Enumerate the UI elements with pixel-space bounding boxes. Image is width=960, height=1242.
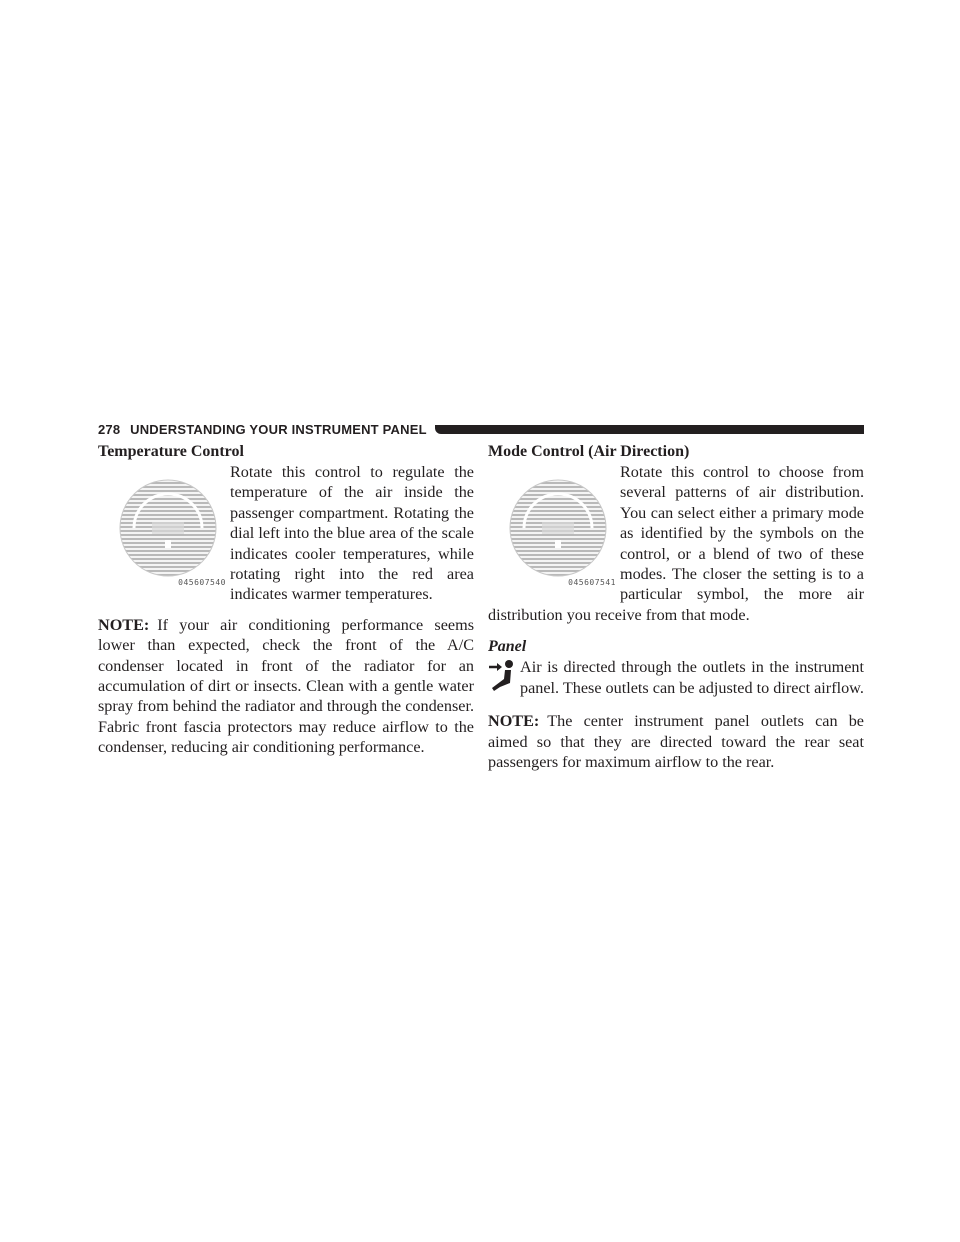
temperature-dial-icon xyxy=(112,462,224,580)
mode-control-section xyxy=(488,442,864,772)
temperature-note xyxy=(98,615,474,758)
note-text: If your air conditioning performance seems lower than expected, check the front of the A/C condenser located in front of the radiator for an accumulation of dirt or insects. Clean with a gentle water spray from behind the radiator and through the condenser. Fabric front fascia protectors may reduce airflow to the condenser, reducing air conditioning performance. xyxy=(98,615,474,757)
mode-control-text: Rotate this control to choose from several patterns of air distribution. You can select either a primary mode as identified by the symbols on the control, or a blend of two of these modes. The closer the setting is to a particular symbol, the more air distribution you receive from that mode. xyxy=(488,463,864,624)
header-rule xyxy=(435,425,864,434)
header-text xyxy=(98,422,427,437)
note-label: NOTE: xyxy=(488,712,540,731)
temperature-control-heading: Temperature Control xyxy=(98,443,244,460)
panel-heading: Panel xyxy=(488,638,527,656)
panel-mode-icon xyxy=(488,657,518,701)
temperature-control-text: Rotate this control to regulate the temperature of the air inside the passenger compartment. Rotating the dial left into the blue area of the scale indicates cooler temperatures, while rotating right into the red area indicates warmer temperatures. xyxy=(230,463,474,604)
temperature-control-section xyxy=(98,442,474,758)
note-label: NOTE: xyxy=(98,615,150,634)
temperature-dial-figure xyxy=(112,462,224,594)
figure-code: 045607541 xyxy=(568,578,616,587)
panel-text: Air is directed through the outlets in the instrument panel. These outlets can be adjusted to direct airflow. xyxy=(520,658,864,697)
panel-description xyxy=(488,657,864,698)
mode-dial-figure xyxy=(502,462,614,594)
mode-control-heading: Mode Control (Air Direction) xyxy=(488,443,690,460)
section-title: UNDERSTANDING YOUR INSTRUMENT PANEL xyxy=(130,421,427,437)
mode-note xyxy=(488,711,864,772)
note-text: The center instrument panel outlets can be aimed so that they are directed toward the rear seat passengers for maximum airflow to the rear. xyxy=(488,712,864,772)
figure-code: 045607540 xyxy=(178,578,226,587)
page-number: 278 xyxy=(98,421,121,437)
page-header xyxy=(98,419,864,439)
mode-dial-icon xyxy=(502,462,614,580)
